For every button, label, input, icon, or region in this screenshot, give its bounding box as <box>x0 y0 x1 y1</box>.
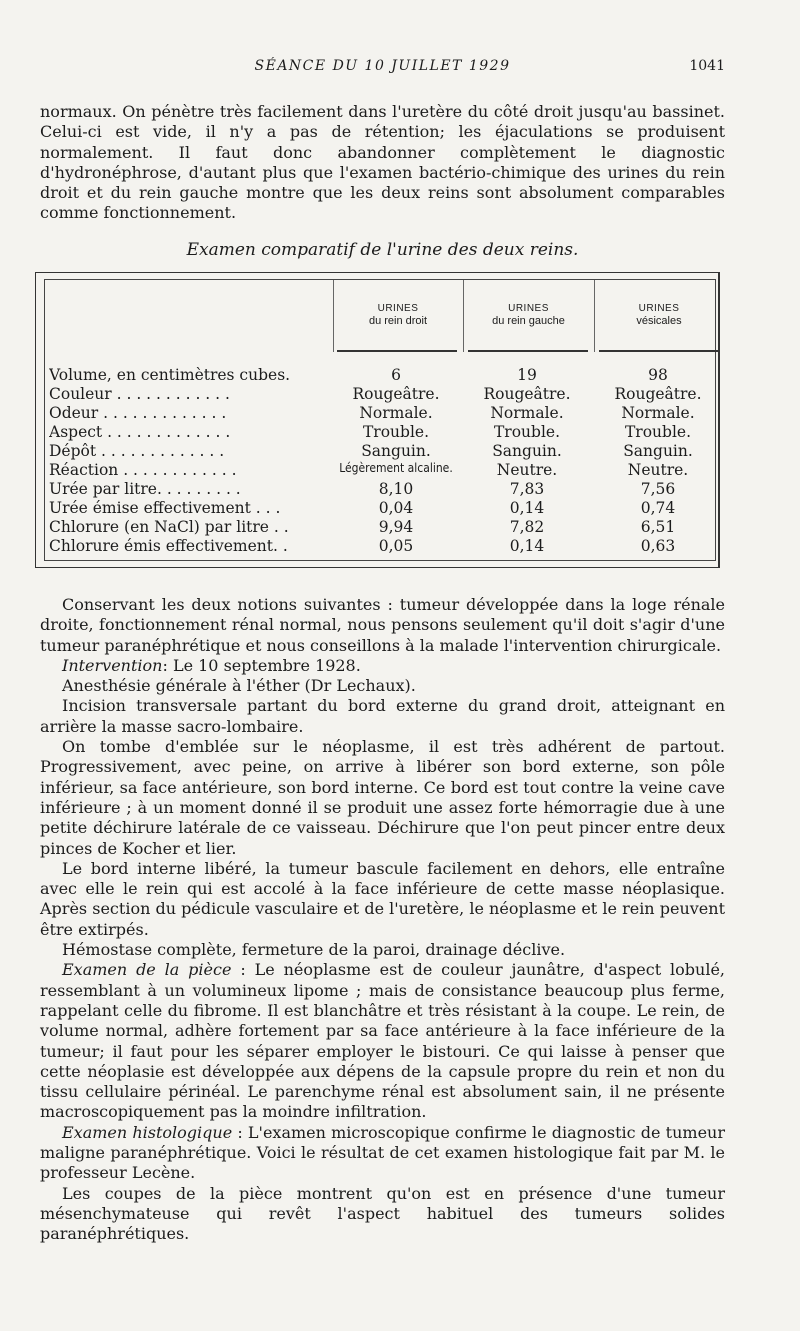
table-row <box>49 537 715 556</box>
cell-left: Rougeâtre. <box>483 385 571 403</box>
paragraph <box>40 1123 725 1184</box>
table-row <box>49 480 715 499</box>
table-row <box>49 404 715 423</box>
cell-right: 0,04 <box>378 499 414 517</box>
column-header-line1: URINES <box>508 303 549 314</box>
paragraph: Conservant les deux notions suivantes : tumeur développée dans la loge rénale droite, fonctionnement rénal normal, nous pensons seulement qu'il doit s'agir d'une tumeur paranéphrétique et nous conseillons à la malade l'intervention chirurgicale. <box>40 595 725 655</box>
paragraph: Anesthésie générale à l'éther (Dr Lechaux). <box>62 676 416 696</box>
row-label: Urée par litre. . . . . . . . . <box>49 480 241 498</box>
column-header-line2: vésicales <box>636 315 682 327</box>
paragraph <box>40 656 725 676</box>
cell-left: 7,83 <box>509 480 545 498</box>
main-text <box>40 595 725 1245</box>
cell-bladder: 0,63 <box>640 537 676 555</box>
header-rule <box>599 350 719 352</box>
cell-bladder: Sanguin. <box>623 442 693 460</box>
cell-left: 7,82 <box>509 518 545 536</box>
urine-table <box>35 272 720 568</box>
cell-left: Neutre. <box>496 461 558 479</box>
paragraph: Les coupes de la pièce montrent qu'on est en présence d'une tumeur mésenchymateuse qui revêt l'aspect habituel des tumeurs solides paranéphrétiques. <box>40 1183 725 1244</box>
header-rule <box>468 350 588 352</box>
row-label: Chlorure (en NaCl) par litre . . <box>49 518 289 536</box>
table-row <box>49 366 715 385</box>
table-row <box>49 518 715 537</box>
cell-left: 0,14 <box>509 499 545 517</box>
row-label: Aspect . . . . . . . . . . . . . <box>49 423 231 441</box>
row-label: Réaction . . . . . . . . . . . . <box>49 461 237 479</box>
table-row <box>49 499 715 518</box>
cell-right: Normale. <box>359 404 433 422</box>
table-row <box>49 423 715 442</box>
table-frame <box>44 279 716 561</box>
cell-left: 19 <box>517 366 537 384</box>
row-label: Volume, en centimètres cubes. <box>49 366 291 384</box>
paragraph: On tombe d'emblée sur le néoplasme, il est très adhérent de partout. Progressivement, avec peine, on arrive à libérer son bord externe, son pôle inférieur, sa face antérieure, son bord interne. Ce bord est tout contre la veine cave inférieure ; à un moment donné il se produit une assez forte hémorragie due à une petite déchirure latérale de ce vaisseau. Déchirure que l'on peut pincer entre deux pinces de Kocher et lier. <box>40 737 725 858</box>
cell-right: 8,10 <box>378 480 414 498</box>
cell-left: Sanguin. <box>492 442 562 460</box>
paragraph: Hémostase complète, fermeture de la paroi, drainage déclive. <box>62 940 566 960</box>
table-row <box>49 442 715 461</box>
paragraph-text: : Le néoplasme est de couleur jaunâtre, d'aspect lobulé, ressemblant à un volumineux lipome ; mais de consistance beaucoup plus ferme, rappelant celle du fibrome. Il est blanchâtre et très résistant à la coupe. Le rein, de volume normal, adhère fortement par sa face antérieure à la face inférieure de la tumeur; il faut pour les séparer employer le bistouri. Ce qui laisse à penser que cette néoplasie est développée aux dépens de la capsule propre du rein et non du tissu cellulaire périnéal. Le parenchyme rénal est absolument sain, il ne présente macroscopiquement pas la moindre infiltration. <box>40 960 725 1122</box>
paragraph-text: : Le 10 septembre 1928. <box>162 655 361 675</box>
cell-bladder: 0,74 <box>640 499 676 517</box>
paragraph: Le bord interne libéré, la tumeur bascule facilement en dehors, elle entraîne avec elle le rein qui est accolé à la face inférieure de cette masse néoplasique. Après section du pédicule vasculaire et de l'uretère, le néoplasme et le rein peuvent être extirpés. <box>40 858 725 939</box>
row-label: Couleur . . . . . . . . . . . . <box>49 385 230 403</box>
cell-bladder: Neutre. <box>627 461 689 479</box>
paragraph: Incision transversale partant du bord externe du grand droit, atteignant en arrière la masse sacro-lombaire. <box>40 696 725 736</box>
table-caption: Examen comparatif de l'urine des deux reins. <box>186 240 579 260</box>
running-header <box>40 58 725 82</box>
column-header-line2: du rein gauche <box>492 315 565 327</box>
row-label: Odeur . . . . . . . . . . . . . <box>49 404 227 422</box>
column-header-left-kidney <box>463 302 594 328</box>
column-header-line1: URINES <box>377 303 419 314</box>
row-label: Urée émise effectivement . . . <box>49 499 281 517</box>
cell-left: Normale. <box>490 404 564 422</box>
cell-right: 9,94 <box>378 518 414 536</box>
column-header-bladder <box>594 302 724 328</box>
page-number: 1041 <box>689 58 725 74</box>
cell-left: Trouble. <box>493 423 561 441</box>
cell-bladder: Normale. <box>621 404 695 422</box>
table-row <box>49 461 715 480</box>
cell-bladder: 98 <box>648 366 668 384</box>
paragraph-heading: Examen de la pièce <box>62 960 232 980</box>
cell-right: Trouble. <box>362 423 430 441</box>
column-header-line1: URINES <box>638 303 680 314</box>
cell-right: Légèrement alcaline. <box>339 461 453 475</box>
cell-bladder: 7,56 <box>640 480 676 498</box>
row-label: Chlorure émis effectivement. . <box>49 537 288 555</box>
cell-right: Rougeâtre. <box>352 385 440 403</box>
cell-right: 6 <box>391 366 401 384</box>
paragraph-heading: Examen histologique <box>62 1122 233 1142</box>
intro-paragraph <box>40 102 725 224</box>
intro-text: normaux. On pénètre très facilement dans l'uretère du côté droit jusqu'au bassinet. Celui-ci est vide, il n'y a pas de rétention; les éjaculations se produisent normalement. Il faut donc abandonner complètement le diagnostic d'hydronéphrose, d'autant plus que l'examen bactério-chimique des urines du rein droit et du rein gauche montre que les deux reins sont absolument comparables comme fonctionnement. <box>40 102 725 223</box>
running-title: SÉANCE DU 10 JUILLET 1929 <box>254 58 511 74</box>
cell-right: 0,05 <box>378 537 414 555</box>
cell-bladder: Rougeâtre. <box>614 385 702 403</box>
column-header-right-kidney <box>333 302 463 328</box>
cell-bladder: 6,51 <box>640 518 676 536</box>
paragraph <box>40 960 725 1122</box>
header-rule <box>337 350 457 352</box>
paragraph-text: : L'examen microscopique confirme le diagnostic de tumeur maligne paranéphrétique. Voici le résultat de cet examen histologique fait par M. le professeur Lecène. <box>40 1122 725 1183</box>
row-label: Dépôt . . . . . . . . . . . . . <box>49 442 225 460</box>
cell-bladder: Trouble. <box>624 423 692 441</box>
paragraph-heading: Intervention <box>62 655 163 675</box>
cell-right: Sanguin. <box>361 442 431 460</box>
column-header-line2: du rein droit <box>368 315 428 327</box>
table-row <box>49 385 715 404</box>
cell-left: 0,14 <box>509 537 545 555</box>
